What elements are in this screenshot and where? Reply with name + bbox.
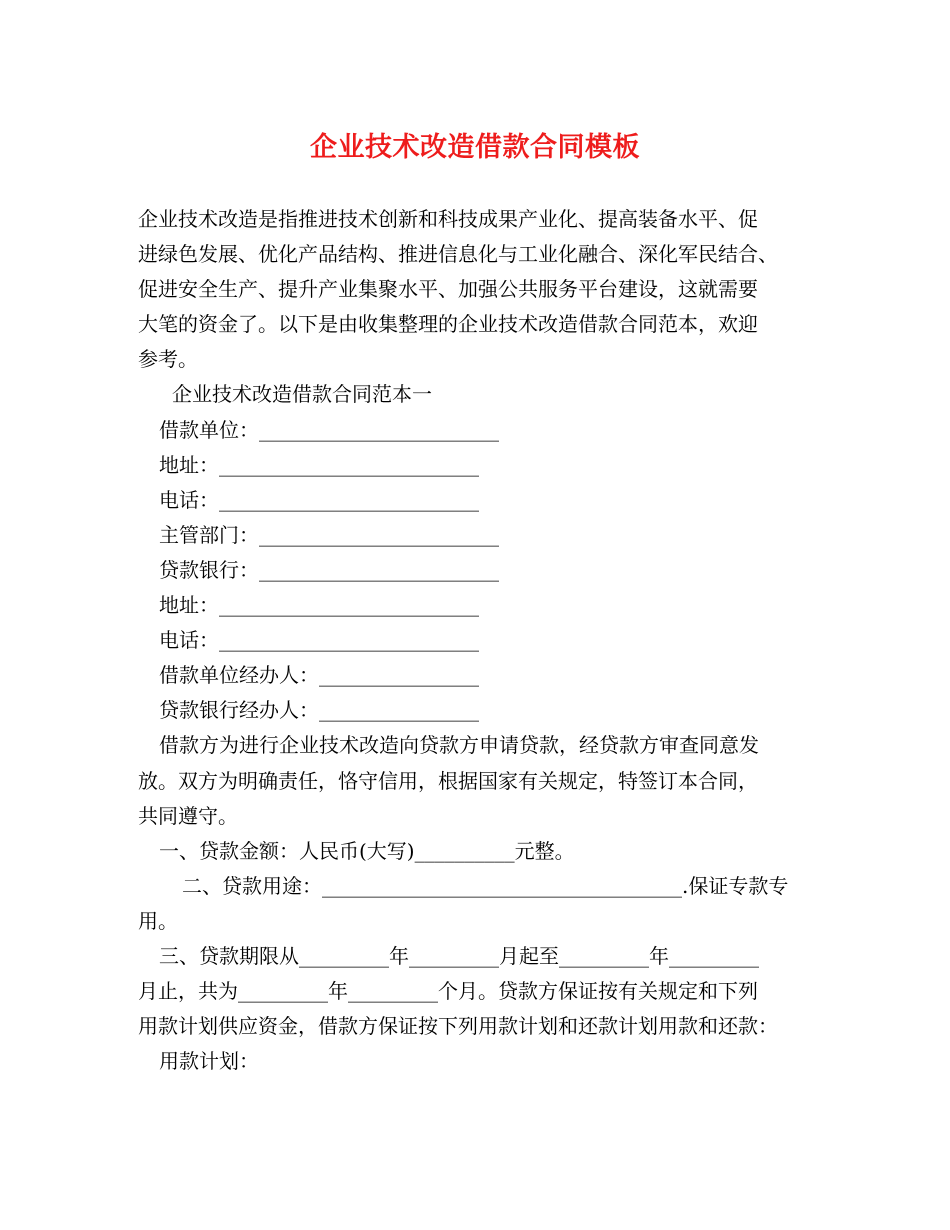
clause-3-line-3: 用款计划供应资金，借款方保证按下列用款计划和还款计划用款和还款： <box>138 1014 778 1039</box>
intro-line-1: 企业技术改造是指推进技术创新和科技成果产业化、提高装备水平、促 <box>138 207 758 231</box>
clause-2-line-1: 二、贷款用途：____________________________________.保证专款专 <box>182 873 789 898</box>
intro-line-2: 进绿色发展、优化产品结构、推进信息化与工业化融合、深化军民结合、 <box>138 242 778 267</box>
document-body <box>138 202 822 1079</box>
intro-line-4: 大笔的资金了。以下是由收集整理的企业技术改造借款合同范本，欢迎 <box>138 312 758 337</box>
field-bank-address: 地址：__________________________ <box>159 593 479 618</box>
document-title: 企业技术改造借款合同模板 <box>310 132 640 163</box>
clause-3-line-4: 用款计划： <box>159 1049 259 1074</box>
clause-3-line-1: 三、贷款期限从_________年_________月起至_________年_________ <box>159 943 759 968</box>
intro-line-3: 促进安全生产、提升产业集聚水平、加强公共服务平台建设，这就需要 <box>138 277 758 302</box>
paragraph-line-3: 共同遵守。 <box>138 803 238 828</box>
field-lender-bank: 贷款银行：________________________ <box>159 557 499 582</box>
field-borrower-phone: 电话：__________________________ <box>159 487 479 512</box>
paragraph-line-2: 放。双方为明确责任，恪守信用，根据国家有关规定，特签订本合同， <box>138 768 758 793</box>
field-borrower-agent: 借款单位经办人：________________ <box>159 663 479 688</box>
section-heading: 企业技术改造借款合同范本一 <box>172 382 432 407</box>
field-borrower-address: 地址：__________________________ <box>159 452 479 477</box>
field-bank-agent: 贷款银行经办人：________________ <box>159 698 479 723</box>
field-bank-phone: 电话：__________________________ <box>159 628 479 653</box>
clause-3-line-2: 月止，共为_________年_________个月。贷款方保证按有关规定和下列 <box>138 979 758 1004</box>
clause-2-line-2: 用。 <box>138 908 178 933</box>
intro-line-5: 参考。 <box>138 347 198 372</box>
clause-1: 一、贷款金额：人民币(大写)__________元整。 <box>159 838 575 863</box>
field-supervising-dept: 主管部门：________________________ <box>159 522 499 547</box>
field-borrower: 借款单位：________________________ <box>159 417 499 442</box>
paragraph-line-1: 借款方为进行企业技术改造向贷款方申请贷款，经贷款方审查同意发 <box>159 733 759 758</box>
